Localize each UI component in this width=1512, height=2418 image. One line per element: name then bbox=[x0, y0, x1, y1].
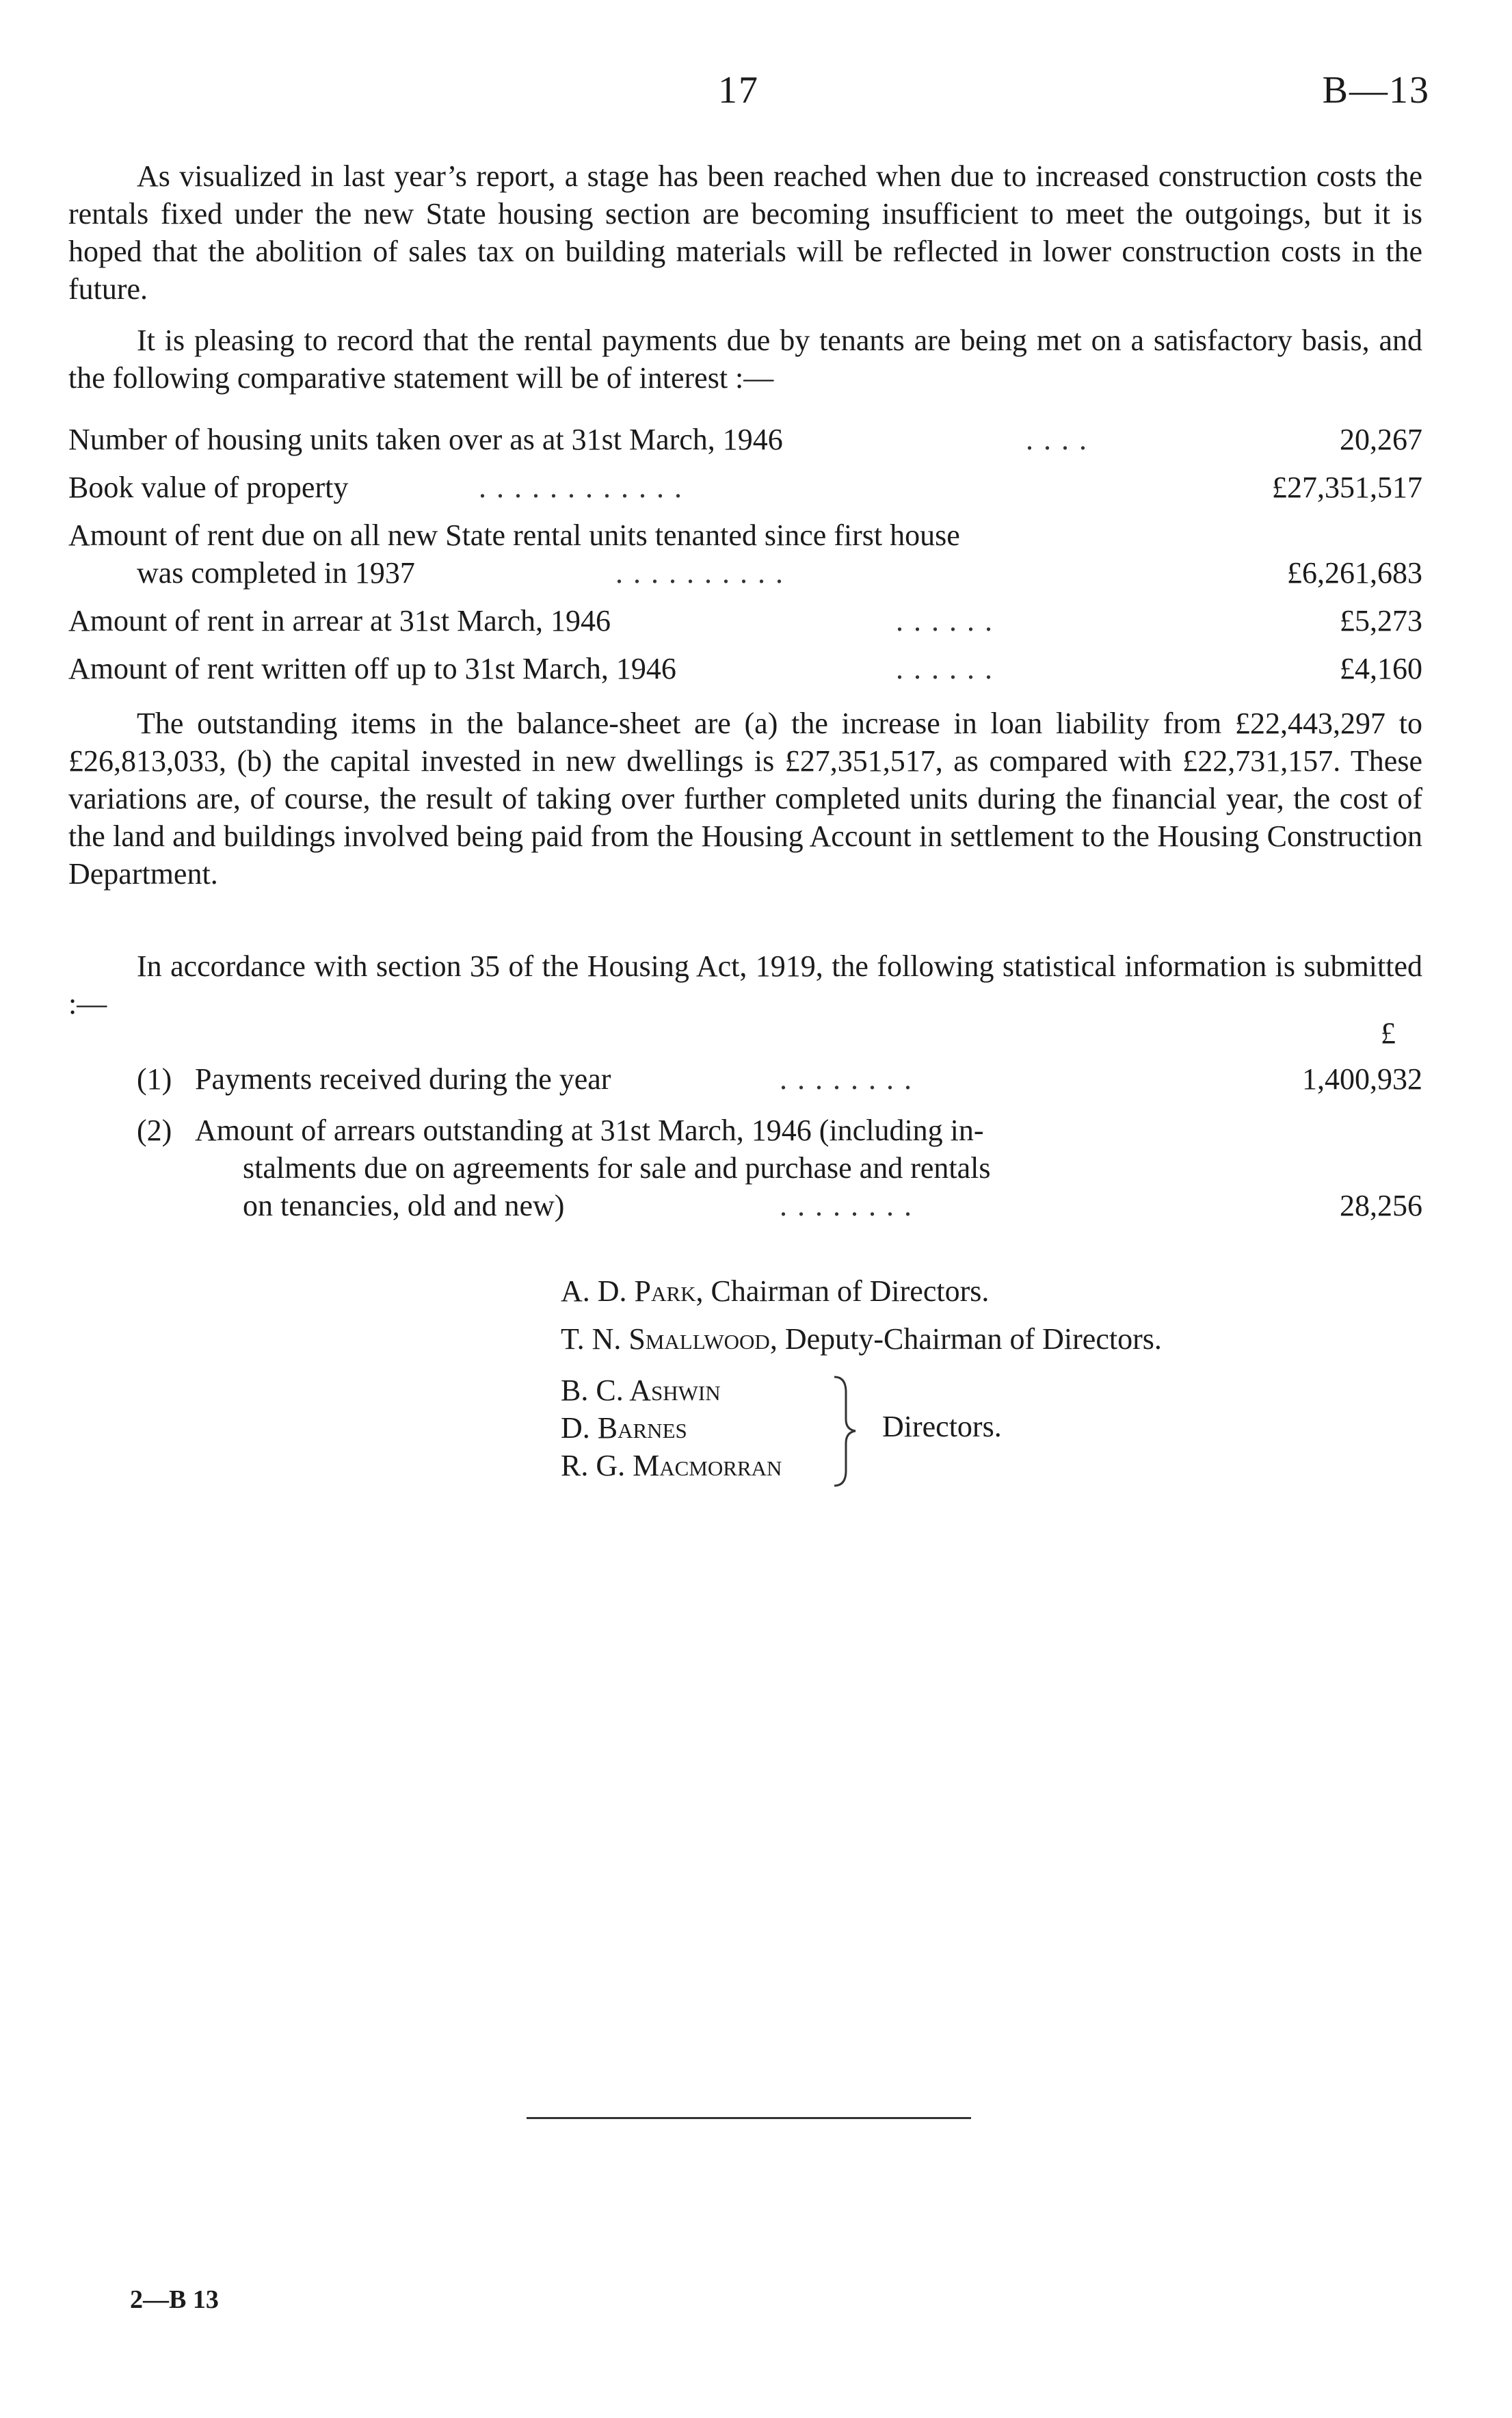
statement-label: Book value of property bbox=[68, 471, 349, 504]
statistics-row-arrears bbox=[68, 1112, 1422, 1222]
statement-value: £27,351,517 bbox=[1272, 471, 1422, 504]
paragraph-balance-sheet: The outstanding items in the balance-sheet are (a) the increase in loan liability from £22,443,297 to £26,813,033, (b) the capital invested in new dwellings is £27,351,517, as compared with £22,731,157. These variations are, of course, the result of taking over further completed units during the financial year, the cost of the land and buildings involved being paid from the Housing Account in settlement to the Housing Construction Department. bbox=[68, 707, 1422, 891]
statistics-label: Payments received during the year bbox=[195, 1062, 611, 1096]
item-number: (2) bbox=[137, 1114, 172, 1147]
statement-row-rent-arrear bbox=[68, 602, 1422, 640]
statistics-label-continued: stalments due on agreements for sale and purchase and rentals bbox=[243, 1151, 991, 1185]
statement-label: Amount of rent written off up to 31st March, 1946 bbox=[68, 652, 676, 685]
statement-value: 20,267 bbox=[1340, 423, 1422, 456]
leader-dots: . . . . . . bbox=[896, 652, 994, 685]
page-number: 17 bbox=[718, 69, 759, 111]
statement-label: Amount of rent due on all new State rental units tenanted since first house bbox=[68, 518, 960, 552]
statement-row-rent-written-off bbox=[68, 650, 1422, 687]
statement-value: £6,261,683 bbox=[1287, 556, 1422, 590]
statistics-value: 1,400,932 bbox=[1302, 1062, 1422, 1096]
directors-label: Directors. bbox=[882, 1410, 1002, 1443]
signature-director: B. C. Ashwin bbox=[561, 1374, 721, 1407]
currency-column-head: £ bbox=[1381, 1016, 1396, 1050]
paragraph-construction-costs: As visualized in last year’s report, a stage has been reached when due to increased construction costs the rentals fixed under the new State housing section are becoming insufficient to meet the outgoings, but it is hoped that the abolition of sales tax on building materials will be reflected in lower construction costs in the future. bbox=[68, 159, 1422, 306]
signatory-title: , Deputy-Chairman of Directors. bbox=[769, 1322, 1162, 1356]
statement-row-housing-units bbox=[68, 421, 1422, 458]
signature-chairman bbox=[561, 1272, 989, 1310]
statement-label: Amount of rent in arrear at 31st March, 1946 bbox=[68, 604, 611, 638]
leader-dots: . . . . . . . . . . . . bbox=[479, 471, 683, 504]
signature-deputy-chairman bbox=[561, 1320, 1162, 1358]
leader-dots: . . . . . . bbox=[896, 604, 994, 638]
paragraph-statistical-information: In accordance with section 35 of the Housing Act, 1919, the following statistical information is submitted :— bbox=[68, 949, 1422, 1021]
signatory-name: A. D. Park bbox=[561, 1274, 696, 1308]
right-brace-icon bbox=[831, 1375, 858, 1488]
document-reference: B—13 bbox=[1322, 69, 1430, 111]
signature-director: R. G. Macmorran bbox=[561, 1449, 782, 1482]
leader-dots: . . . . . . . . . . bbox=[615, 556, 784, 590]
statistics-row-payments bbox=[68, 1060, 1422, 1098]
statistics-label: Amount of arrears outstanding at 31st March, 1946 (including in- bbox=[195, 1114, 984, 1147]
signatory-title: , Chairman of Directors. bbox=[695, 1274, 990, 1308]
statement-label: Number of housing units taken over as at 31st March, 1946 bbox=[68, 423, 783, 456]
signatory-name: T. N. Smallwood bbox=[561, 1322, 770, 1356]
leader-dots: . . . . . . . . bbox=[780, 1062, 913, 1096]
statement-label-continued: was completed in 1937 bbox=[137, 556, 415, 590]
item-number: (1) bbox=[137, 1062, 172, 1096]
leader-dots: . . . . . . . . bbox=[780, 1189, 913, 1222]
statistics-value: 28,256 bbox=[1340, 1189, 1422, 1222]
footer-code: 2—B 13 bbox=[130, 2285, 219, 2314]
statement-value: £5,273 bbox=[1340, 604, 1422, 638]
statistics-label-continued: on tenancies, old and new) bbox=[243, 1189, 565, 1222]
statement-row-rent-due bbox=[68, 516, 1422, 590]
horizontal-rule bbox=[527, 2117, 971, 2119]
leader-dots: . . . . bbox=[1026, 423, 1088, 456]
statement-row-book-value bbox=[68, 469, 1422, 506]
paragraph-rental-payments: It is pleasing to record that the rental payments due by tenants are being met on a satisfactory basis, and the following comparative statement will be of interest :— bbox=[68, 324, 1422, 395]
statement-value: £4,160 bbox=[1340, 652, 1422, 685]
signature-director: D. Barnes bbox=[561, 1411, 687, 1445]
